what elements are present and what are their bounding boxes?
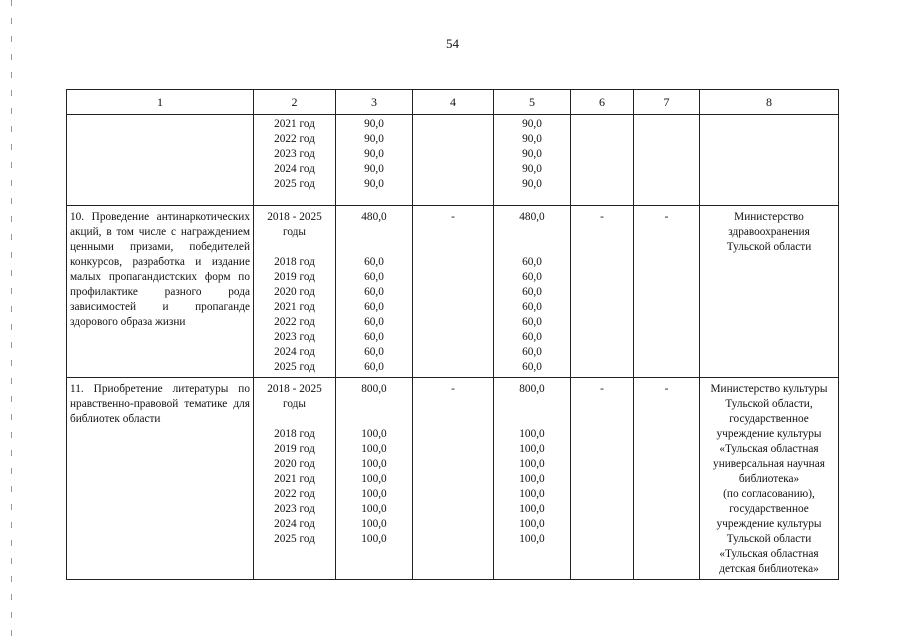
header-cell: 3 [336, 90, 413, 115]
amount-cell [336, 206, 413, 378]
year-label: 2021 год [274, 473, 315, 485]
activity-cell [67, 378, 254, 580]
executor-line: детская библиотека» [719, 563, 819, 575]
period-range: 2018 - 2025 [267, 383, 322, 395]
year-label: 2020 год [274, 286, 315, 298]
left-edge-dashes [11, 0, 12, 640]
period-unit: годы [282, 398, 306, 410]
year-label: 2020 год [274, 458, 315, 470]
amount-value: 60,0 [364, 361, 384, 373]
executor-line: Тульской области, [725, 398, 813, 410]
year-label: 2025 год [274, 533, 315, 545]
executor-cell [700, 206, 839, 378]
amount-total: 480,0 [519, 211, 545, 223]
amount-value: 60,0 [522, 346, 542, 358]
amount-value: 90,0 [364, 118, 384, 130]
executor-line: Министерство культуры [710, 383, 828, 395]
header-cell: 6 [571, 90, 634, 115]
amount-value: 60,0 [364, 271, 384, 283]
amount-value: 100,0 [361, 488, 387, 500]
amount-value: 60,0 [522, 286, 542, 298]
amount-value: 90,0 [522, 118, 542, 130]
header-cell: 4 [413, 90, 494, 115]
year-label: 2025 год [274, 361, 315, 373]
executor-line: здравоохранения [728, 226, 810, 238]
executor-line: (по согласованию), [723, 488, 815, 500]
amount-value: 60,0 [522, 316, 542, 328]
amount-value: 60,0 [364, 286, 384, 298]
column-4-cell [413, 115, 494, 206]
column-4-cell [413, 206, 494, 378]
dash-value: - [600, 211, 604, 223]
amount-value: 90,0 [522, 178, 542, 190]
year-label: 2018 год [274, 428, 315, 440]
activity-text: 11. Приобретение литературы по нравственно-правовой тематике для библиотек области [70, 383, 250, 425]
year-label: 2022 год [274, 488, 315, 500]
amount-total: 800,0 [361, 383, 387, 395]
amount-value: 60,0 [522, 256, 542, 268]
amount-value: 100,0 [361, 458, 387, 470]
year-label: 2024 год [274, 518, 315, 530]
period-cell [254, 115, 336, 206]
amount-total: 800,0 [519, 383, 545, 395]
amount-value: 90,0 [364, 178, 384, 190]
executor-line: библиотека» [738, 473, 800, 485]
amount-value: 100,0 [361, 518, 387, 530]
amount-value: 60,0 [364, 331, 384, 343]
amount-value: 60,0 [522, 271, 542, 283]
amount-value: 60,0 [364, 346, 384, 358]
table-row [67, 206, 839, 378]
executor-line: «Тульская областная [719, 548, 819, 560]
executor-line: Министерство [734, 211, 804, 223]
activity-cell [67, 206, 254, 378]
column-7-cell [634, 115, 700, 206]
amount-value: 100,0 [361, 443, 387, 455]
amount-cell [494, 206, 571, 378]
executor-line: учреждение культуры [716, 518, 822, 530]
year-label: 2021 год [274, 301, 315, 313]
amount-value: 90,0 [522, 148, 542, 160]
amount-value: 100,0 [519, 428, 545, 440]
year-label: 2019 год [274, 271, 315, 283]
page-number: 54 [446, 36, 459, 51]
amount-cell [336, 378, 413, 580]
amount-value: 100,0 [361, 533, 387, 545]
period-range: 2018 - 2025 [267, 211, 322, 223]
amount-value: 100,0 [519, 488, 545, 500]
amount-value: 60,0 [522, 301, 542, 313]
amount-value: 90,0 [364, 133, 384, 145]
column-6-cell [571, 378, 634, 580]
year-label: 2022 год [274, 133, 315, 145]
year-label: 2025 год [274, 178, 315, 190]
year-label: 2018 год [274, 256, 315, 268]
column-4-cell [413, 378, 494, 580]
amount-value: 100,0 [361, 428, 387, 440]
column-7-cell [634, 378, 700, 580]
header-cell: 7 [634, 90, 700, 115]
executor-line: «Тульская областная [719, 443, 819, 455]
amount-value: 60,0 [364, 316, 384, 328]
amount-value: 100,0 [519, 458, 545, 470]
dash-value: - [451, 211, 455, 223]
amount-value: 60,0 [522, 331, 542, 343]
executor-line: универсальная научная [713, 458, 825, 470]
year-label: 2023 год [274, 148, 315, 160]
amount-value: 90,0 [364, 163, 384, 175]
executor-line: Тульской области [726, 533, 812, 545]
header-cell: 1 [67, 90, 254, 115]
dash-value: - [664, 211, 669, 223]
year-label: 2022 год [274, 316, 315, 328]
dash-value: - [664, 383, 669, 395]
table-row [67, 115, 839, 206]
amount-value: 100,0 [361, 473, 387, 485]
year-label: 2023 год [274, 331, 315, 343]
amount-total: 480,0 [361, 211, 387, 223]
executor-line: учреждение культуры [716, 428, 822, 440]
column-7-cell [634, 206, 700, 378]
amount-cell [336, 115, 413, 206]
amount-value: 90,0 [522, 133, 542, 145]
amount-value: 100,0 [519, 503, 545, 515]
table-row [67, 378, 839, 580]
amount-cell [494, 378, 571, 580]
dash-value: - [451, 383, 455, 395]
amount-value: 60,0 [364, 256, 384, 268]
executor-line: государственное [729, 413, 809, 425]
dash-value: - [600, 383, 604, 395]
column-6-cell [571, 115, 634, 206]
activity-text: 10. Проведение антинаркотических акций, в том числе с награждением ценными призами, победителей конкурсов, разработка и издание малых пропагандистских форм по профилактике разного рода зависимостей и пропаганде здорового образа жизни [70, 211, 250, 328]
amount-value: 60,0 [364, 301, 384, 313]
amount-cell [494, 115, 571, 206]
amount-value: 60,0 [522, 361, 542, 373]
executor-line: Тульской области [726, 241, 812, 253]
table-header-row [67, 90, 839, 115]
header-cell: 5 [494, 90, 571, 115]
header-cell: 2 [254, 90, 336, 115]
year-label: 2019 год [274, 443, 315, 455]
year-label: 2021 год [274, 118, 315, 130]
year-label: 2024 год [274, 346, 315, 358]
activity-cell [67, 115, 254, 206]
amount-value: 100,0 [519, 443, 545, 455]
executor-cell [700, 378, 839, 580]
executor-cell [700, 115, 839, 206]
program-table [66, 89, 839, 580]
amount-value: 90,0 [364, 148, 384, 160]
amount-value: 100,0 [519, 533, 545, 545]
period-cell [254, 378, 336, 580]
year-label: 2023 год [274, 503, 315, 515]
period-unit: годы [282, 226, 306, 238]
amount-value: 90,0 [522, 163, 542, 175]
year-label: 2024 год [274, 163, 315, 175]
period-cell [254, 206, 336, 378]
column-6-cell [571, 206, 634, 378]
executor-line: государственное [729, 503, 809, 515]
header-cell: 8 [700, 90, 839, 115]
amount-value: 100,0 [361, 503, 387, 515]
amount-value: 100,0 [519, 518, 545, 530]
amount-value: 100,0 [519, 473, 545, 485]
